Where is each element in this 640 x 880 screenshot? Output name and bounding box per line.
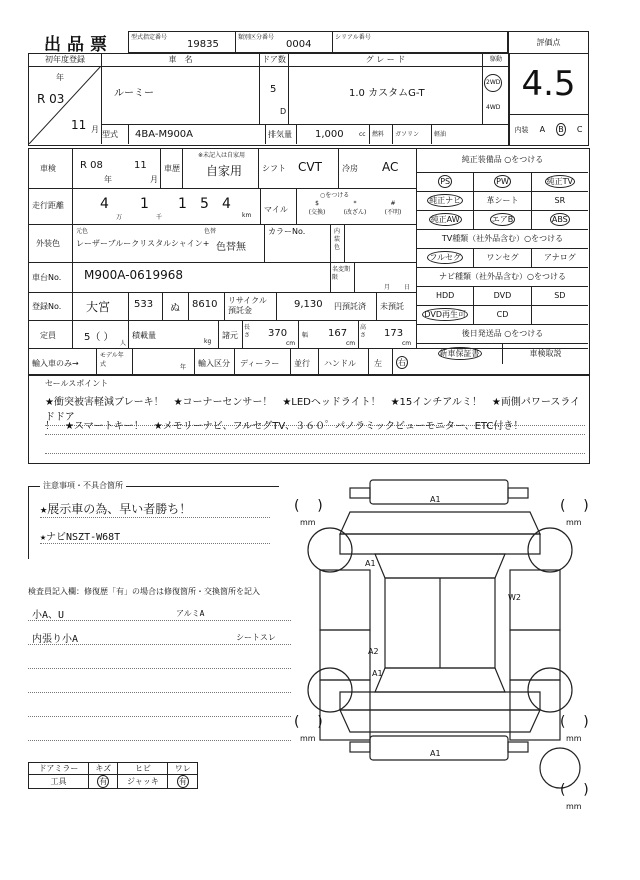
inspection-month: 11: [134, 160, 147, 171]
ac: AC: [382, 160, 399, 174]
equip-abs: ABS: [551, 215, 568, 224]
drive-label: 駆動: [483, 54, 509, 67]
int-color-label: 内装色: [334, 228, 341, 251]
model-no-label: 型式指定番号: [131, 34, 168, 41]
class-no: 0004: [286, 39, 312, 50]
first-reg-label: 初年度登録: [29, 54, 101, 67]
sales-points: [28, 374, 590, 464]
genuine-label: 純正装備品 ○をつける: [417, 148, 588, 173]
sen-unit: 千: [156, 214, 163, 221]
height-label: 高さ: [360, 324, 367, 339]
orig-color: レーザーブルークリスタルシャイン+: [76, 239, 210, 248]
mark-left-fender: A1: [365, 559, 376, 568]
door-type: D: [280, 107, 287, 116]
inspector-row-2a: 内張り小A: [32, 634, 79, 645]
notes-box: [28, 486, 279, 559]
score-value: 4.5: [521, 64, 576, 104]
cc-unit: cc: [359, 131, 366, 138]
model-year-unit: 年: [180, 364, 187, 371]
legend-jack: ジャッキ: [118, 775, 168, 789]
interior-grade: [509, 114, 588, 144]
doors: 5: [270, 84, 277, 95]
mileage-digit-2: 1: [140, 196, 149, 212]
mark-exchange-sub: (交換): [308, 209, 326, 216]
width: 167: [328, 328, 348, 339]
shift-label: シフト: [262, 164, 286, 173]
mark-tampered: *: [353, 200, 357, 207]
legend-mirror: ドアミラー: [29, 763, 89, 775]
drive-2wd: 2WD: [484, 74, 502, 92]
import-class-label: 輸入区分: [198, 359, 230, 368]
height-unit: cm: [402, 340, 412, 347]
capacity: 5（ ）: [84, 332, 114, 343]
mm-fr: mm: [566, 518, 582, 527]
shift: CVT: [298, 160, 322, 174]
color-no-label: カラーNo.: [268, 227, 306, 236]
grade-label: グ レ ー ド: [289, 54, 482, 67]
color-change: 色替無: [216, 242, 246, 253]
bracket-rl: ( ): [294, 714, 323, 730]
mark-unknown-sub: (不明): [384, 209, 402, 216]
import-label: 輸入車のみ→: [32, 359, 79, 368]
score-box: [508, 31, 589, 146]
equip-genuine-navi: 純正ナビ: [429, 196, 462, 205]
plate-class: 533: [134, 299, 154, 310]
navi-hdd: HDD: [417, 287, 474, 305]
sheet-title: 出品票: [44, 35, 113, 55]
height: 173: [384, 328, 404, 339]
equip-leather: 革シート: [474, 192, 531, 210]
legend-tools-yes: 有: [99, 777, 108, 786]
insp-month-unit: 月: [150, 175, 158, 184]
kg-unit: kg: [204, 338, 212, 345]
handle-left: 左: [374, 359, 382, 368]
insp-year-unit: 年: [104, 175, 112, 184]
fuel-label: 燃料: [369, 125, 392, 144]
mile-label: マイル: [264, 205, 288, 214]
legend-broken: ワレ: [168, 763, 198, 775]
score-label: 評価点: [509, 32, 588, 54]
color-label: 外装色: [36, 239, 60, 248]
bracket-fr: ( ): [560, 498, 589, 514]
equipment-panel: [417, 148, 588, 374]
fuel-diesel-label: 軽油: [431, 125, 494, 144]
mark-left-door: A2: [368, 647, 379, 656]
expiry-month-unit: 月: [384, 284, 391, 291]
expiry-day-unit: 日: [404, 284, 411, 291]
legend-crack: ヒビ: [118, 763, 168, 775]
later-label: 後日発送品 ○をつける: [417, 325, 588, 344]
inspector-label: 検査員記入欄：修復歴「有」の場合は修復箇所・交換箇所を記入: [28, 587, 260, 596]
tv-label: TV種類（社外品含む）○をつける: [417, 230, 588, 249]
bracket-fl: ( ): [294, 498, 323, 514]
mileage-digit-5: 4: [222, 196, 231, 212]
length-unit: cm: [286, 340, 296, 347]
equip-genuine-tv: 純正TV: [546, 177, 573, 186]
inspection-label: 車検: [40, 164, 56, 173]
interior-b: B: [558, 125, 564, 134]
sales-label: セールスポイント: [45, 379, 109, 388]
equip-pw: PW: [496, 177, 509, 186]
interior-a: A: [539, 125, 546, 134]
mark-rear-bumper: A1: [430, 749, 441, 758]
model-no: 19835: [187, 39, 219, 50]
mm-rl: mm: [300, 734, 316, 743]
person-unit: 人: [120, 340, 127, 347]
chassis: M900A-0619968: [84, 268, 183, 282]
mark-windshield: W2: [508, 593, 521, 602]
mark-label: ○をつける: [320, 192, 350, 199]
history-note: ※未記入は自家用: [198, 152, 246, 159]
interior-c: C: [576, 125, 583, 134]
legend-jack-yes: 有: [178, 777, 187, 786]
recycle-not: 未預託: [380, 302, 404, 311]
mileage-label: 走行距離: [32, 201, 64, 210]
notes-line-2: ★ナビNSZT-W68T: [40, 528, 270, 544]
later-manual: 車検取説: [529, 349, 562, 358]
model-year-label: モデル年式: [100, 352, 124, 368]
width-label: 幅: [302, 332, 309, 339]
grade: 1.0 カスタムG-T: [349, 88, 425, 99]
legend-tools: 工具: [29, 775, 89, 789]
tv-oneseg: ワンセグ: [474, 249, 531, 267]
orig-color-label: 元色: [76, 228, 89, 235]
type: 4BA-M900A: [128, 125, 265, 144]
equip-genuine-aw: 純正AW: [430, 215, 460, 224]
vehicle-basic-section: [28, 53, 510, 146]
first-reg-year: R 03: [37, 92, 65, 106]
import-dealer: ディーラー: [240, 359, 280, 368]
car-name-label: 車 名: [102, 54, 259, 67]
equip-ps: PS: [440, 177, 451, 186]
notes-line-1: ★展示車の為、早い者勝ち！: [40, 500, 270, 518]
header-ids: [128, 31, 508, 53]
mark-front-bumper: A1: [430, 495, 441, 504]
navi-sd: SD: [554, 291, 566, 300]
navi-label: ナビ種類（社外品含む）○をつける: [417, 268, 588, 287]
doors-label: ドア数: [260, 54, 288, 67]
inspection-year: R 08: [80, 160, 103, 171]
plate-area: 大宮: [86, 300, 111, 314]
equip-sr: SR: [554, 196, 566, 205]
width-unit: cm: [346, 340, 356, 347]
mark-left-rear: A1: [372, 669, 383, 678]
recycle-amount: 9,130: [294, 299, 323, 310]
mileage-digit-3: 1: [178, 196, 187, 212]
length-label: 長さ: [244, 324, 251, 339]
serial-label: シリアル番号: [335, 34, 371, 41]
expiry-label: 名変期限: [332, 266, 351, 281]
bracket-rr: ( ): [560, 714, 589, 730]
mm-fl: mm: [300, 518, 316, 527]
tv-fullseg: フルセグ: [429, 253, 461, 262]
mileage-digit-4: 5: [200, 196, 209, 212]
equip-airbag: エアB: [491, 215, 514, 224]
displacement-label: 排気量: [265, 125, 296, 144]
plate-number: 8610: [192, 299, 218, 310]
dim-label: 諸元: [222, 331, 238, 340]
plate-label: 登録No.: [32, 302, 62, 311]
handle-right: 右: [398, 358, 406, 367]
tv-analog: アナログ: [543, 253, 576, 262]
navi-dvd-play: DVD再生可: [424, 310, 466, 319]
sales-line-1: ★衝突被害軽減ブレーキ！ ★コーナーセンサー！ ★LEDヘッドライト！ ★15インチアルミ！ ★両側パワースライドドア: [45, 393, 585, 426]
class-no-label: 類別区分番号: [238, 34, 275, 41]
mark-exchange: $: [315, 200, 319, 207]
navi-dvd: DVD: [474, 287, 531, 305]
capacity-label: 定員: [40, 331, 56, 340]
handle-label: ハンドル: [324, 359, 356, 368]
history-label: 車歴: [164, 164, 180, 173]
legend-scratch: キズ: [89, 763, 118, 775]
plate-kana: ぬ: [170, 303, 180, 314]
inspector-row-2b: シートスレ: [236, 633, 276, 642]
recycle-label: リサイクル預託金: [228, 296, 267, 315]
mark-unknown: #: [390, 200, 396, 207]
sales-line-2: ！ ★スマートキー！ ★メモリーナビ、フルセグTV、３６０゜パノラミックビューモニター、ETC付き！: [45, 417, 585, 435]
year-unit: 年: [56, 73, 64, 82]
navi-cd: CD: [474, 306, 531, 324]
mark-tampered-sub: (改ざん): [343, 209, 367, 216]
interior-label: 内装: [514, 125, 529, 134]
month-unit: 月: [91, 125, 99, 134]
legend-table: [28, 762, 198, 789]
displacement: 1,000: [296, 125, 359, 144]
drive-4wd: 4WD: [486, 104, 501, 111]
inspector-row-1a: 小A、U: [32, 610, 65, 621]
man-unit: 万: [116, 214, 123, 221]
km-unit: km: [242, 212, 252, 219]
ac-label: 冷房: [342, 164, 358, 173]
first-reg-month: 11: [71, 118, 87, 132]
load-label: 積載量: [132, 331, 156, 340]
notes-label: 注意事項・不具合箇所: [40, 480, 126, 491]
fuel-gasoline: ガソリン: [392, 125, 431, 144]
color-change-label: 色替: [204, 228, 217, 235]
recycle-unit: 円預託済: [334, 302, 366, 311]
car-damage-diagram: [290, 474, 590, 804]
chassis-label: 車台No.: [32, 273, 62, 282]
bracket-spare: ( ): [560, 782, 589, 798]
car-name: ルーミー: [114, 88, 154, 99]
mileage-digit-1: 4: [100, 196, 109, 212]
history: 自家用: [206, 164, 243, 178]
mm-rr: mm: [566, 734, 582, 743]
type-label: 型式: [102, 130, 118, 139]
length: 370: [268, 328, 288, 339]
import-parallel: 並行: [294, 359, 310, 368]
mm-spare: mm: [566, 802, 582, 811]
inspector-row-1b: アルミA: [176, 609, 205, 618]
later-warranty: 新車保証書: [439, 349, 480, 358]
